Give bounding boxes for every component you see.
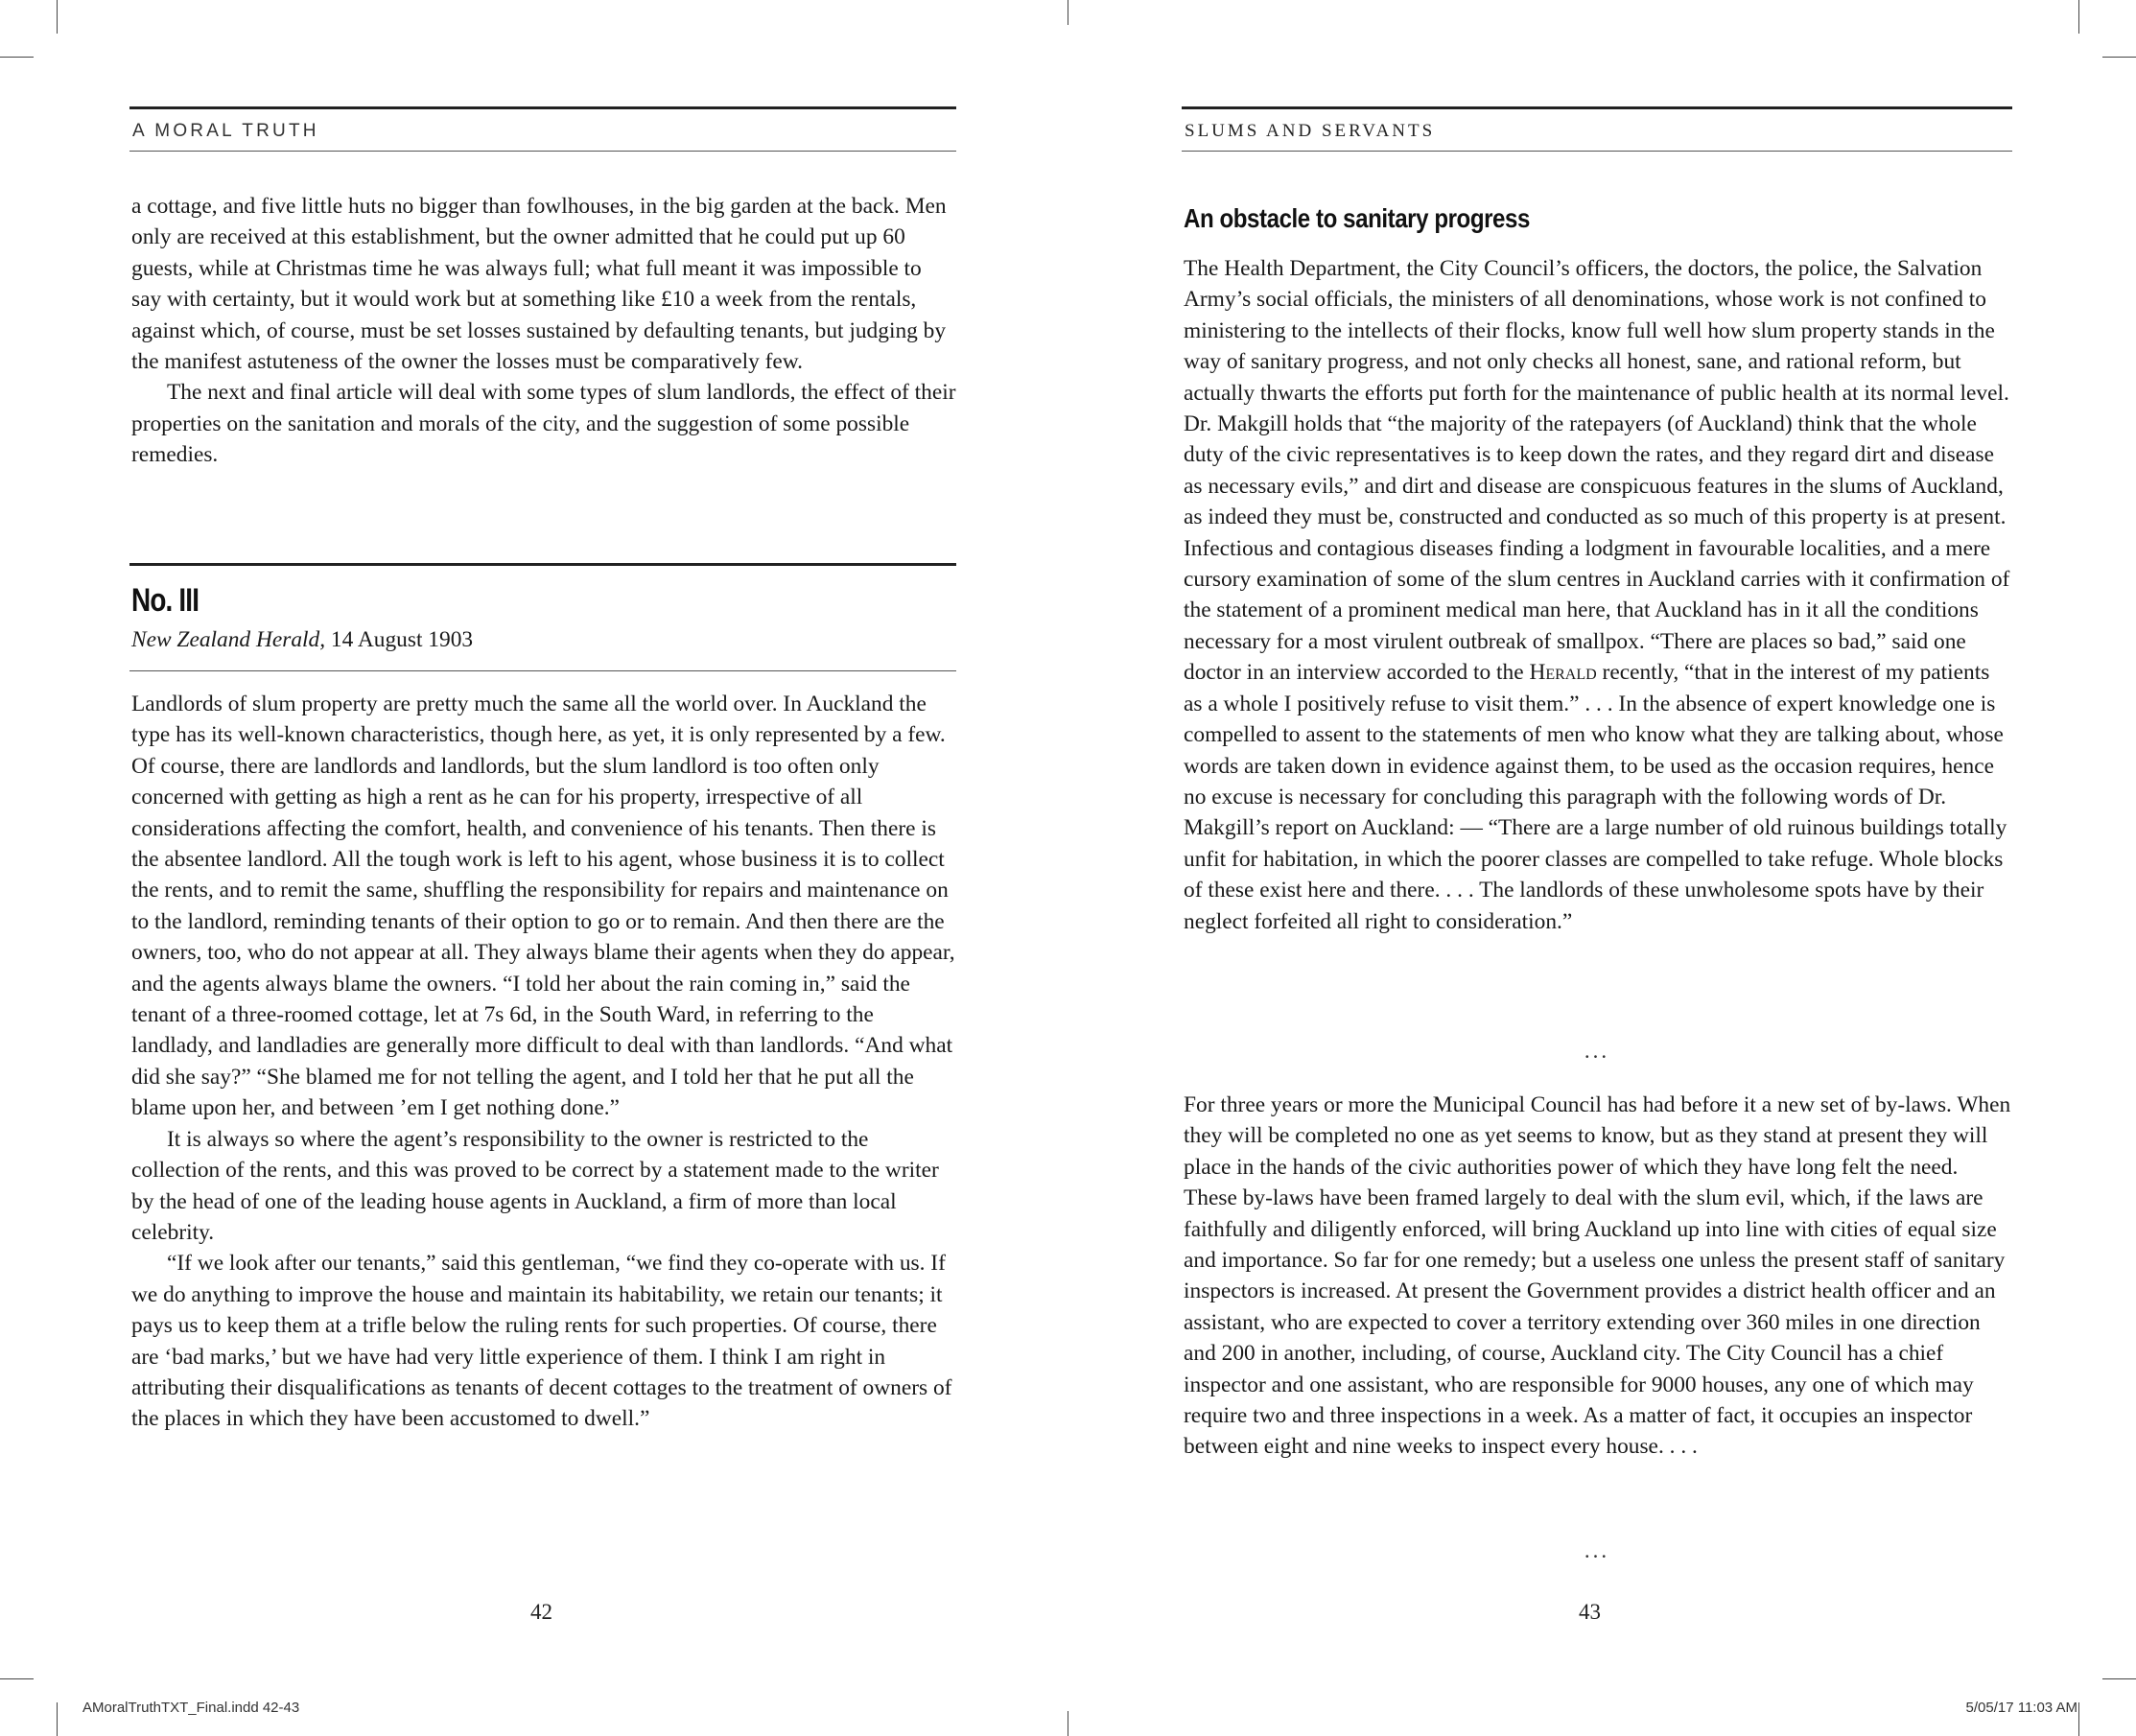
header-rule: [1182, 106, 2012, 109]
source-publication: New Zealand Herald,: [131, 627, 326, 652]
paragraph: Landlords of slum property are pretty much the same all the world over. In Auckland the type has its well-known characteristics, though here, as yet, it is only represented by a few. Of course, there are landlords and landlords, but the slum landlord is too often only concerned with getting as high a rent as he can for his property, irrespective of all considerations affecting the comfort, health, and convenience of his tenants. Then there is the absentee landlord. All the tough work is left to his agent, whose business it is to collect the rents, and to remit the same, shuffling the responsibility for repairs and maintenance on to the landlord, reminding tenants of their option to go or to remain. And then there are the owners, too, who do not appear at all. They always blame their agents when they do appear, and the agents always blame the owners. “I told her about the rain coming in,” said the tenant of a three-roomed cottage, let at 7s 6d, in the South Ward, in referring to the landlady, and landladies are generally more difficult to deal with than landlords. “And what did she say?” “She blamed me for not telling the agent, and I told her that he put all the blame upon her, and between ’em I get nothing done.”: [131, 692, 955, 1121]
source-date: 14 August 1903: [325, 627, 474, 652]
running-head: SLUMS AND SERVANTS: [1185, 121, 1436, 141]
file-slug: AMoralTruthTXT_Final.indd 42-43: [82, 1700, 300, 1716]
section-break: ...: [1584, 1039, 1610, 1063]
header-rule: [129, 106, 956, 109]
text-run: The Health Department, the City Council’s officers, the doctors, the police, the Salvation Army’s social officials, the ministers of all denominations, whose work is not confined to ministering to the intellects of their flocks, know full well how slum property stands in the way of sanitary progress, and not only checks all honest, sane, and rational reform, but actually thwarts the efforts put forth for the maintenance of public health at its normal level. Dr. Makgill holds that “the majority of the ratepayers (of Auckland) think that the whole duty of the civic representatives is to keep down the rates, and they regard dirt and disease as necessary evils,” and dirt and disease are conspicuous features in the slums of Auckland, as indeed they must be, constructed and conducted as so much of this property is at present. Infectious and contagious diseases finding a lodgment in favourable localities, and a mere cursory examination of some of the slum centres in Auckland carries with it confirmation of the statement of a prominent medical man here, that Auckland has in it all the conditions necessary for a most virulent outbreak of smallpox. “There are places so bad,” said one doctor in an interview accorded to the: [1184, 256, 2010, 686]
paragraph: It is always so where the agent’s responsibility to the owner is restricted to the collection of the rents, and this was proved to be correct by a statement made to the writer by the head of one of the leading house agents in Auckland, a firm of more than local celebrity.: [131, 1126, 939, 1245]
continued-text: [131, 191, 956, 471]
section-break: ...: [1584, 1538, 1610, 1562]
subhead: An obstacle to sanitary progress: [1184, 203, 1530, 233]
crop-mark: [2102, 57, 2136, 58]
article-text: [131, 689, 956, 1435]
section-rule: [129, 563, 956, 566]
running-head: A MORAL TRUTH: [132, 121, 319, 141]
crop-mark: [2078, 0, 2079, 34]
crop-mark: [0, 57, 34, 58]
crop-mark: [57, 0, 58, 34]
paragraph: a cottage, and five little huts no bigger than fowlhouses, in the big garden at the back. Men only are received at this establishment, but the owner admitted that he could put up 60 guests, while at Christmas time he was always full; what full meant it was impossible to say with certainty, but it would work but at something like £10 a week from the rentals, against which, of course, must be set losses sustained by defaulting tenants, but judging by the manifest astuteness of the owner the losses must be comparatively few.: [131, 194, 947, 375]
page-number: 43: [1579, 1600, 1601, 1624]
header-rule: [129, 151, 956, 152]
article-text: [1184, 1090, 2012, 1463]
timestamp-slug: 5/05/17 11:03 AM: [1965, 1700, 2077, 1716]
crop-mark: [57, 1702, 58, 1736]
article-text: [1184, 253, 2012, 937]
text-run: recently, “that in the interest of my patients as a whole I positively refuse to visit them.” . . . In the absence of expert knowledge one is compelled to assent to the statements of men who know what they are talking about, whose words are taken down in evidence against them, to be used as the occasion requires, hence no excuse is necessary for concluding this paragraph with the following words of Dr. Makgill’s report on Auckland: — “There are a large number of old ruinous buildings totally unfit for habitation, in which the poorer classes are compelled to take refuge. Whole blocks of these exist here and there. . . . The landlords of these unwholesome spots have by their neglect forfeited all right to consideration.”: [1184, 660, 2007, 934]
paragraph: The next and final article will deal with some types of slum landlords, the effect of their properties on the sanitation and morals of the city, and the suggestion of some possible remedies.: [131, 380, 956, 468]
section-title: No. III: [131, 582, 200, 619]
right-page: [1182, 0, 2012, 1736]
source-line: [131, 627, 473, 653]
paragraph: [1184, 253, 2012, 937]
header-rule: [1182, 151, 2012, 152]
left-page: [129, 0, 956, 1736]
page-number: 42: [530, 1600, 552, 1624]
paragraph: “If we look after our tenants,” said this gentleman, “we find they co-operate with us. If we do anything to improve the house and maintain its habitability, we retain our tenants; it pays us to keep them at a trifle below the ruling rents for such properties. Of course, there are ‘bad marks,’ but we have had very little experience of them. I think I am right in attributing their disqualifications as tenants of decent cottages to the treatment of owners of the places in which they have been accustomed to dwell.”: [131, 1251, 952, 1432]
source-rule: [129, 670, 956, 671]
paragraph: For three years or more the Municipal Council has had before it a new set of by-laws. When they will be completed no one as yet seems to know, but as they stand at present they will place in the hands of the civic authorities power of which they have long felt the need. These by-laws have been framed largely to deal with the slum evil, which, if the laws are faithfully and diligently enforced, will bring Auckland up into line with cities of equal size and importance. So far for one remedy; but a useless one unless the present staff of sanitary inspectors is increased. At present the Government provides a district health officer and an assistant, who are expected to cover a territory extending over 360 miles in one direction and 200 in another, including, of course, Auckland city. The City Council has a chief inspector and one assistant, who are responsible for 9000 houses, any one of which may require two and three inspections in a week. As a matter of fact, it occupies an inspector between eight and nine weeks to inspect every house. . . .: [1184, 1092, 2011, 1460]
crop-mark: [2102, 1678, 2136, 1679]
crop-mark: [0, 1678, 34, 1679]
herald-name: Herald: [1529, 660, 1597, 686]
crop-mark: [2078, 1702, 2079, 1736]
